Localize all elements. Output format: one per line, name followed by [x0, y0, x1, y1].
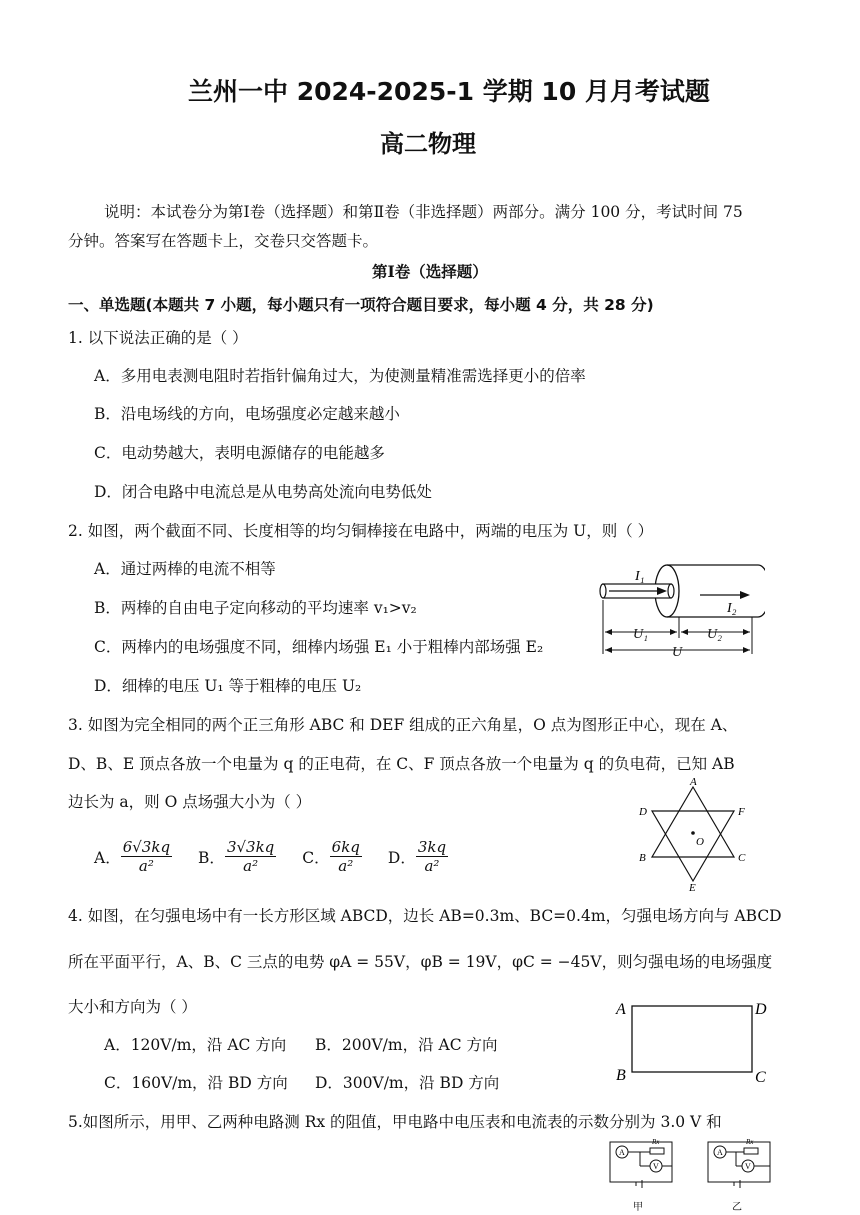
intro-line-1: 说明：本试卷分为第Ⅰ卷（选择题）和第Ⅱ卷（非选择题）两部分。满分 100 分，考试时间 75	[104, 203, 743, 221]
q3-label-d: D	[639, 806, 647, 818]
q4-label-c: C	[755, 1069, 766, 1086]
q3-option-b-label: B．	[198, 848, 225, 867]
q3-option-d-fraction	[416, 838, 448, 875]
q4-label-d: D	[755, 1001, 767, 1018]
q2-copper-rod-figure	[595, 560, 765, 660]
q1-stem: 1. 以下说法正确的是（ ）	[68, 329, 248, 347]
q1-option-b: B．沿电场线的方向，电场强度必定越来越小	[94, 405, 400, 423]
q1-option-d: D．闭合电路中电流总是从电势高处流向电势低处	[94, 483, 432, 501]
q3-option-d-num: 3kq	[417, 838, 447, 856]
q5-jia-resistor-label: Rx	[652, 1138, 660, 1146]
q4-option-b: B．200V/m，沿 AC 方向	[315, 1036, 498, 1054]
q5-jia-ammeter-label: A	[619, 1148, 625, 1157]
intro-line-2: 分钟。答案写在答题卡上，交卷只交答题卡。	[68, 232, 379, 250]
q3-option-a-num: 6√3kq	[122, 838, 171, 856]
q3-line-2: D、B、E 顶点各放一个电量为 q 的正电荷，在 C、F 顶点各放一个电量为 q 的负电荷，已知 AB	[68, 755, 735, 773]
q2-option-b: B．两棒的自由电子定向移动的平均速率 v₁>v₂	[94, 599, 417, 617]
q1-option-a: A．多用电表测电阻时若指针偏角过大，为使测量精准需选择更小的倍率	[94, 367, 586, 385]
q3-option-b-fraction	[225, 838, 276, 875]
q5-circuit-figure	[600, 1134, 780, 1215]
q3-label-a: A	[690, 776, 697, 788]
q3-hexagram-figure	[630, 775, 760, 893]
q5-label-yi: 乙	[732, 1202, 742, 1213]
q5-circuit-yi	[708, 1138, 770, 1213]
q4-option-d: D．300V/m，沿 BD 方向	[315, 1074, 500, 1092]
q3-label-c: C	[738, 852, 746, 864]
q3-label-e: E	[689, 882, 696, 893]
q2-option-d: D．细棒的电压 U₁ 等于粗棒的电压 U₂	[94, 677, 362, 695]
q5-yi-resistor-label: Rx	[746, 1138, 754, 1146]
q3-option-a-label: A．	[94, 848, 121, 867]
q2-label-u1: U₁	[633, 627, 648, 642]
q4-line-3: 大小和方向为（ ）	[68, 998, 197, 1016]
q3-line-1: 3. 如图为完全相同的两个正三角形 ABC 和 DEF 组成的正六角星，O 点为图形正中心，现在 A、	[68, 716, 738, 734]
q3-option-c-num: 6kq	[331, 838, 360, 856]
q5-yi-ammeter-label: A	[717, 1148, 723, 1157]
q3-option-a-den: a²	[138, 857, 154, 875]
q4-label-b: B	[616, 1067, 626, 1084]
subject-title: 高二物理	[380, 130, 476, 158]
q3-option-c-den: a²	[338, 857, 354, 875]
q2-stem: 2. 如图，两个截面不同、长度相等的均匀铜棒接在电路中，两端的电压为 U，则（ ）	[68, 522, 654, 540]
q5-line-1: 5.如图所示，用甲、乙两种电路测 Rx 的阻值，甲电路中电压表和电流表的示数分别为 3.0 V 和	[68, 1113, 722, 1131]
q5-circuit-jia	[610, 1138, 672, 1213]
q4-line-2: 所在平面平行，A、B、C 三点的电势 φA = 55V，φB = 19V，φC = −45V，则匀强电场的电场强度	[68, 953, 773, 971]
q5-label-jia: 甲	[633, 1202, 643, 1213]
q5-yi-voltmeter-label: V	[745, 1162, 751, 1171]
q4-option-a: A．120V/m，沿 AC 方向	[104, 1036, 287, 1054]
q2-option-a: A．通过两棒的电流不相等	[94, 560, 276, 578]
q4-label-a: A	[616, 1001, 626, 1018]
q3-option-a-fraction	[121, 838, 172, 875]
q4-line-1: 4. 如图，在匀强电场中有一长方形区域 ABCD，边长 AB=0.3m、BC=0.4m，匀强电场方向与 ABCD	[68, 907, 782, 925]
q2-label-u: U	[672, 645, 683, 660]
q3-option-c-fraction	[330, 838, 362, 875]
q4-rectangle-figure	[612, 996, 777, 1088]
section1-title: 一、单选题(本题共 7 小题，每小题只有一项符合题目要求，每小题 4 分，共 28 分)	[68, 296, 654, 314]
part1-title: 第Ⅰ卷（选择题）	[372, 262, 488, 281]
q3-option-d-den: a²	[424, 857, 440, 875]
q3-label-f: F	[738, 806, 745, 818]
q3-option-c-label: C．	[302, 848, 330, 867]
q3-options	[94, 838, 448, 875]
q3-option-b-den: a²	[243, 857, 259, 875]
q3-line-3: 边长为 a，则 O 点场强大小为（ ）	[68, 793, 312, 811]
q4-option-c: C．160V/m，沿 BD 方向	[104, 1074, 288, 1092]
q3-option-d-label: D．	[387, 848, 416, 867]
q3-option-b-num: 3√3kq	[226, 838, 275, 856]
q2-option-c: C．两棒内的电场强度不同，细棒内场强 E₁ 小于粗棒内部场强 E₂	[94, 638, 544, 656]
q3-label-b: B	[639, 852, 646, 864]
q2-label-i1: I₁	[635, 569, 645, 584]
q2-label-u2: U₂	[707, 627, 722, 642]
q3-label-o: O	[696, 836, 704, 848]
exam-title: 兰州一中 2024-2025-1 学期 10 月月考试题	[188, 77, 710, 106]
q2-label-i2: I₂	[727, 601, 737, 616]
q5-jia-voltmeter-label: V	[653, 1162, 659, 1171]
q1-option-c: C．电动势越大，表明电源储存的电能越多	[94, 444, 385, 462]
